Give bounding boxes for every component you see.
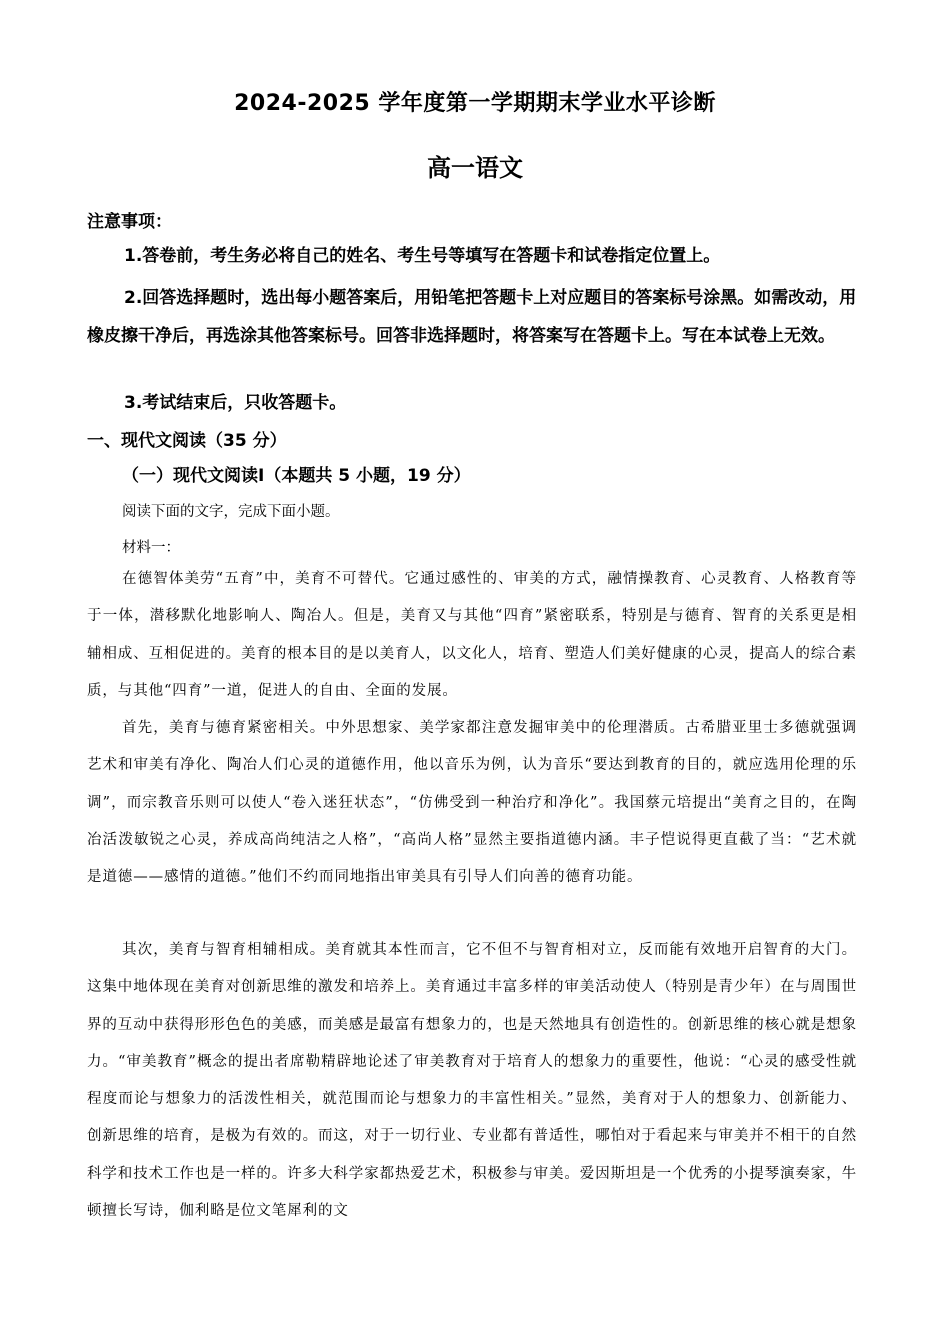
section-heading: 一、现代文阅读（35 分） bbox=[87, 431, 287, 451]
subsection-heading: （一）现代文阅读Ⅰ（本题共 5 小题，19 分） bbox=[122, 466, 471, 486]
notice-item-3: 3.考试结束后，只收答题卡。 bbox=[124, 393, 347, 413]
notice-item-2: 2.回答选择题时，选出每小题答案后，用铅笔把答题卡上对应题目的答案标号涂黑。如需改动，用橡皮擦干净后，再选涂其他答案标号。回答非选择题时，将答案写在答题卡上。写在本试卷上无效。 bbox=[87, 288, 857, 346]
reading-instruction: 阅读下面的文字，完成下面小题。 bbox=[122, 504, 340, 520]
passage-paragraph: 其次，美育与智育相辅相成。美育就其本性而言，它不但不与智育相对立，反而能有效地开启智育的大门。这集中地体现在美育对创新思维的激发和培养上。美育通过丰富多样的审美活动使人（特别是青少年）在与周围世界的互动中获得形形色色的美感，而美感是最富有想象力的，也是天然地具有创造性的。创新思维的核心就是想象力。“审美教育”概念的提出者席勒精辟地论述了审美教育对于培育人的想象力的重要性，他说：“心灵的感受性就程度而论与想象力的活泼性相关，就范围而论与想象力的丰富性相关。”显然，美育对于人的想象力、创新能力、创新思维的培育，是极为有效的。而这，对于一切行业、专业都有普适性，哪怕对于看起来与审美并不相干的自然科学和技术工作也是一样的。许多大科学家都热爱艺术，积极参与审美。爱因斯坦是一个优秀的小提琴演奏家，牛顿擅长写诗，伽利略是位文笔犀利的文 bbox=[87, 942, 857, 1220]
subject-title: 高一语文 bbox=[427, 154, 523, 182]
exam-title: 2024-2025 学年度第一学期期末学业水平诊断 bbox=[234, 91, 716, 116]
passage-paragraph: 在德智体美劳“五育”中，美育不可替代。它通过感性的、审美的方式，融情操教育、心灵教育、人格教育等于一体，潜移默化地影响人、陶冶人。但是，美育又与其他“四育”紧密联系，特别是与德育、智育的关系更是相辅相成、互相促进的。美育的根本目的是以美育人，以文化人，培育、塑造人们美好健康的心灵，提高人的综合素质，与其他“四育”一道，促进人的自由、全面的发展。 bbox=[87, 571, 857, 699]
notice-item-1: 1.答卷前，考生务必将自己的姓名、考生号等填写在答题卡和试卷指定位置上。 bbox=[124, 246, 721, 266]
passage-paragraph: 首先，美育与德育紧密相关。中外思想家、美学家都注意发掘审美中的伦理潜质。古希腊亚里士多德就强调艺术和审美有净化、陶冶人们心灵的道德作用，他以音乐为例，认为音乐“要达到教育的目的，就应选用伦理的乐调”，而宗教音乐则可以使人“卷入迷狂状态”，“仿佛受到一种治疗和净化”。我国蔡元培提出“美育之目的，在陶冶活泼敏锐之心灵，养成高尚纯洁之人格”，“高尚人格”显然主要指道德内涵。丰子恺说得更直截了当：“艺术就是道德——感情的道德。”他们不约而同地指出审美具有引导人们向善的德育功能。 bbox=[87, 720, 857, 886]
material-label: 材料一： bbox=[122, 540, 180, 556]
notice-heading: 注意事项： bbox=[87, 212, 172, 232]
